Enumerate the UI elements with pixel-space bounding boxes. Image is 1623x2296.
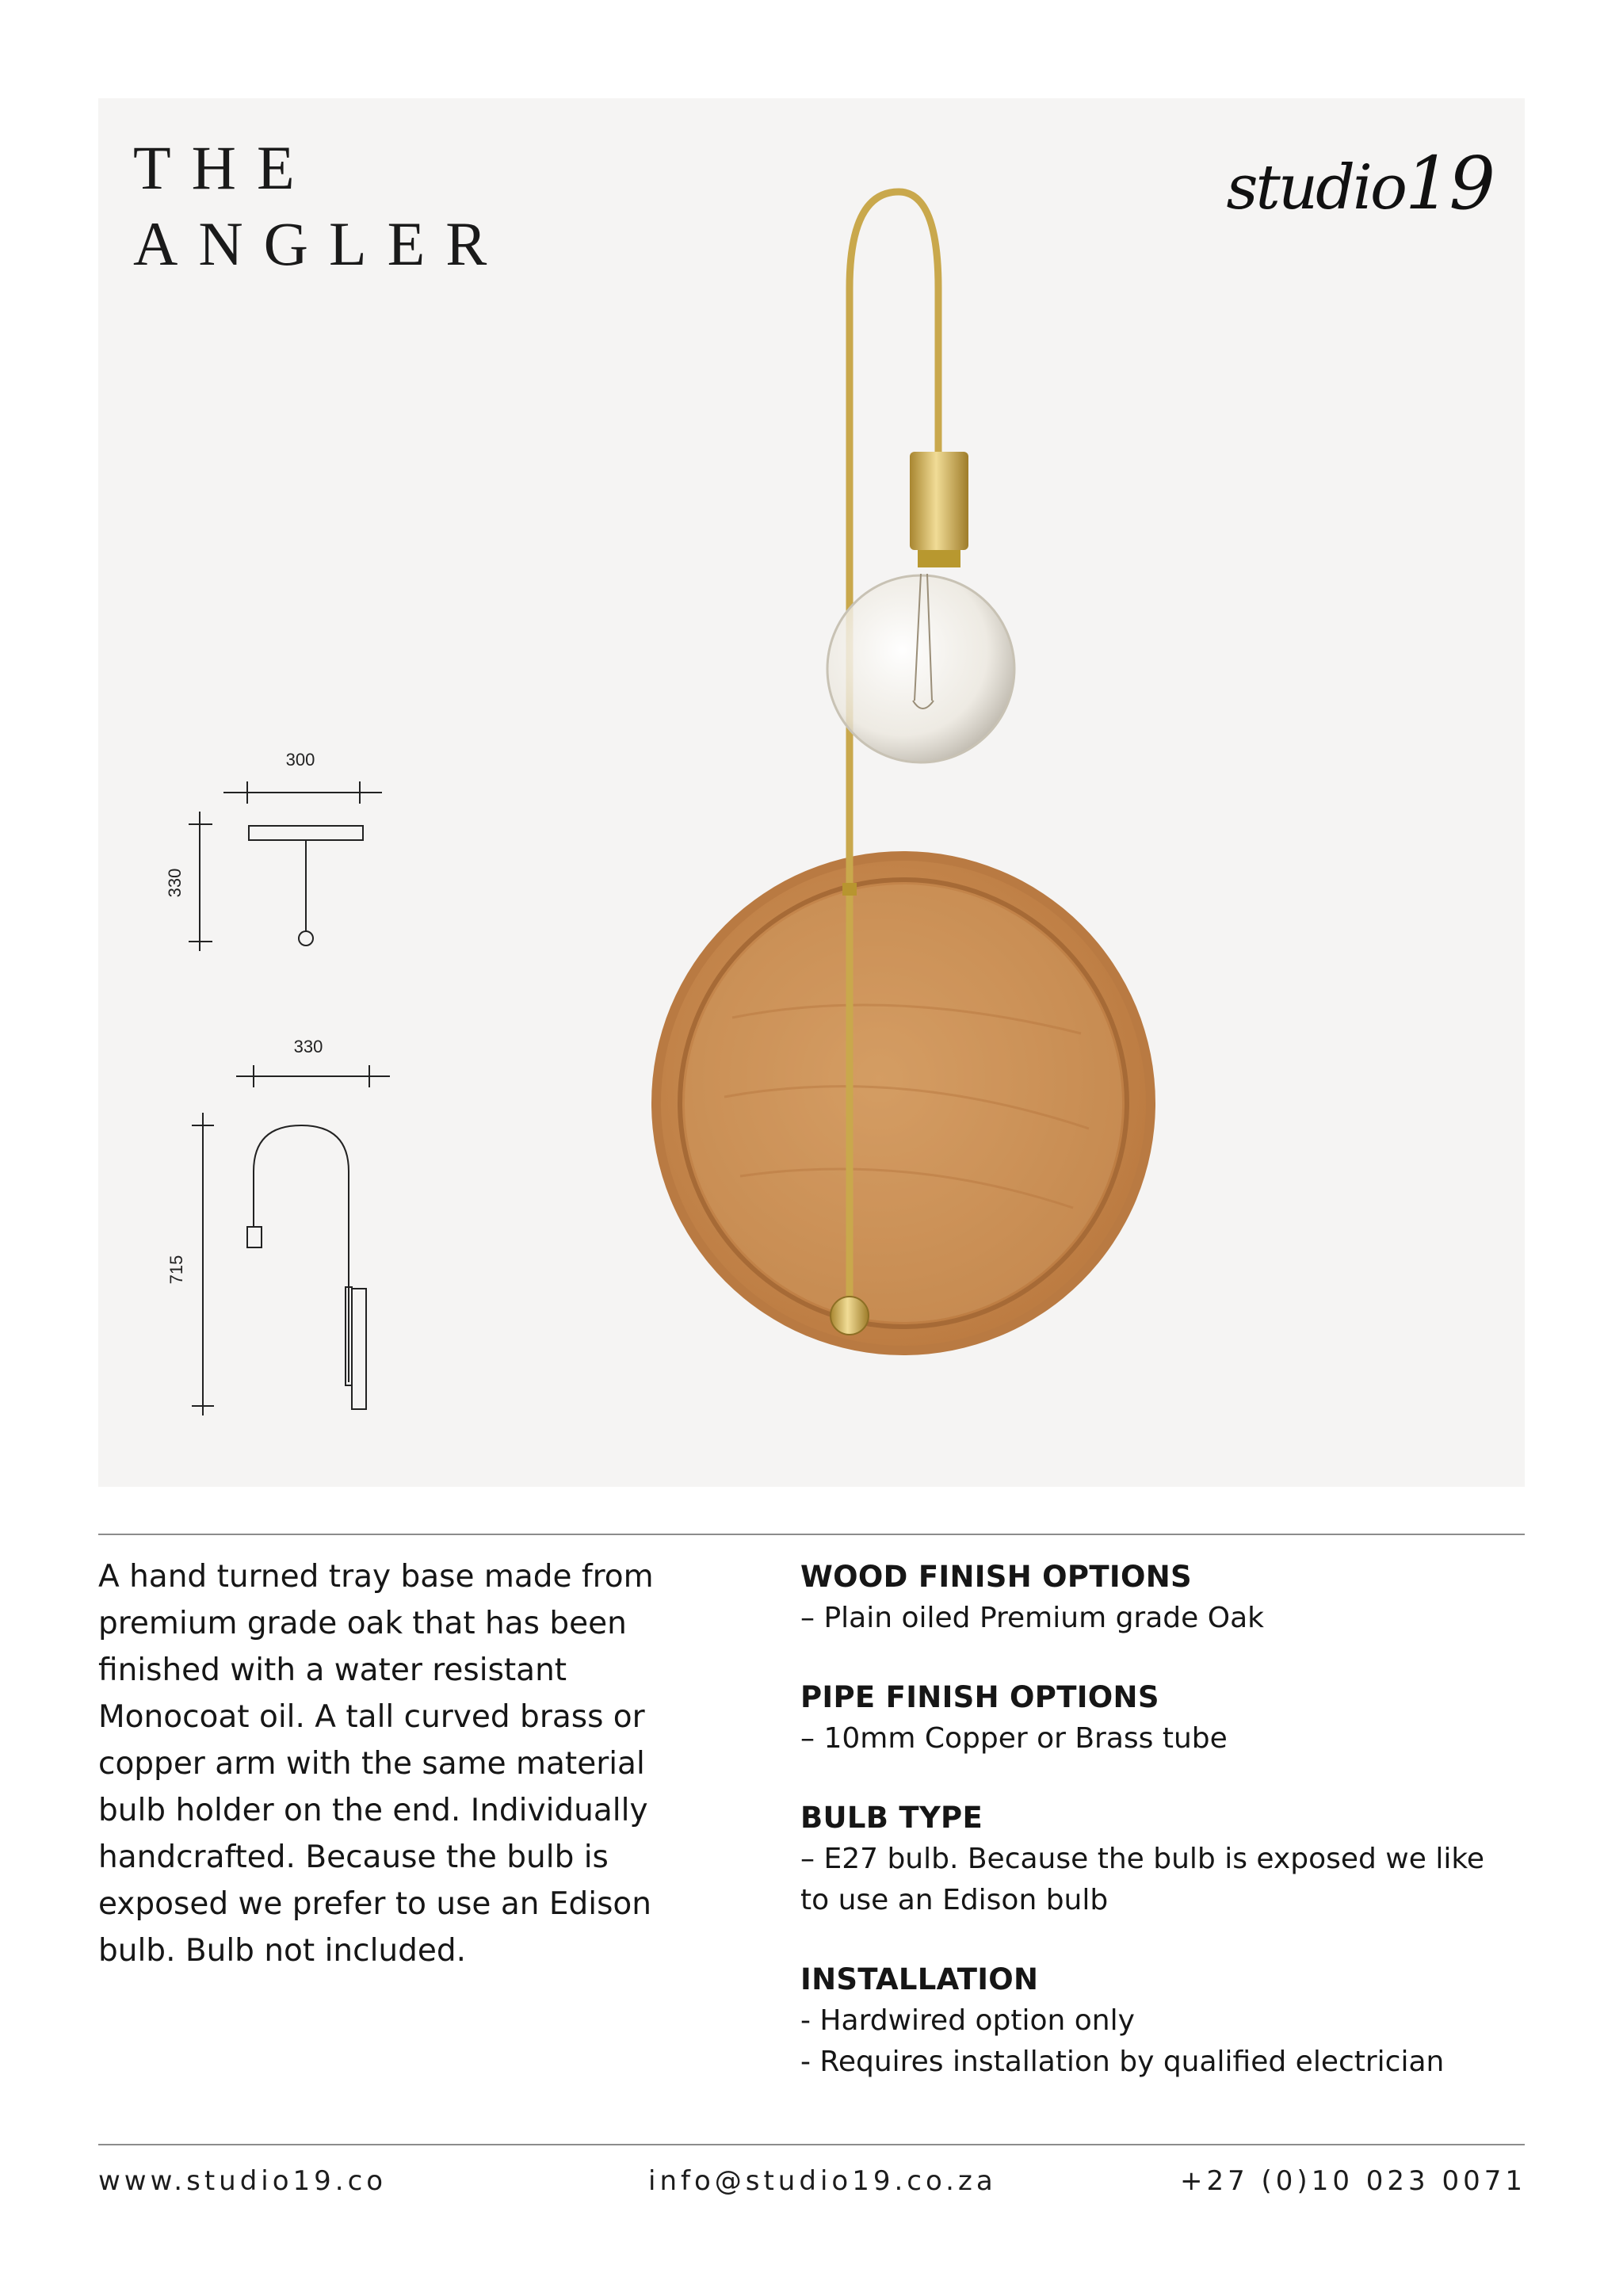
top-height-label: 330 [165,868,185,898]
spec-list [800,1557,1529,2121]
product-illustration [98,98,1525,1487]
product-description: A hand turned tray base made from premium grade oak that has been finished with a water resistant Monocoat oil. A tall curved brass or copper arm with the same material bulb holder on the end. Individually handcrafted. Because the bulb is exposed we prefer to use an Edison bulb. Bulb not included. [98,1559,654,1969]
spec-heading: INSTALLATION [800,1962,1039,1996]
logo-text: studio [1226,152,1405,223]
spec-wood-finish [800,1557,1529,1639]
title-line-1: THE [133,133,315,202]
edison-bulb [827,574,1014,762]
top-width-label: 300 [285,750,315,770]
product-hero-panel [98,98,1525,1487]
bulb-holder [910,452,968,567]
side-width-label: 330 [293,1037,323,1056]
oak-tray-base [651,851,1155,1355]
spec-line: – 10mm Copper or Brass tube [800,1722,1228,1755]
section-divider [98,1534,1525,1535]
spec-line: - Hardwired option only [800,2004,1135,2037]
spec-heading: PIPE FINISH OPTIONS [800,1680,1159,1714]
spec-heading: WOOD FINISH OPTIONS [800,1560,1192,1594]
spec-installation [800,1959,1529,2083]
spec-heading: BULB TYPE [800,1801,983,1835]
footer-email-link[interactable]: info@studio19.co.za [648,2165,997,2197]
spec-line: - Requires installation by qualified electrician [800,2046,1445,2078]
footer-phone-link[interactable]: +27 (0)10 023 0071 [1179,2165,1526,2197]
spec-line: – E27 bulb. Because the bulb is exposed we like [800,1843,1485,1875]
spec-bulb-type [800,1797,1529,1921]
dimension-diagram-side [192,1065,390,1415]
logo-number: 19 [1404,141,1493,226]
footer-divider [98,2144,1525,2145]
side-height-label: 715 [166,1255,186,1285]
spec-pipe-finish [800,1677,1529,1759]
spec-line: – Plain oiled Premium grade Oak [800,1602,1264,1634]
spec-line: to use an Edison bulb [800,1884,1109,1916]
dimension-diagram-top [189,781,382,951]
title-line-2: ANGLER [133,209,508,278]
footer-website-link[interactable]: www.studio19.co [98,2165,388,2197]
